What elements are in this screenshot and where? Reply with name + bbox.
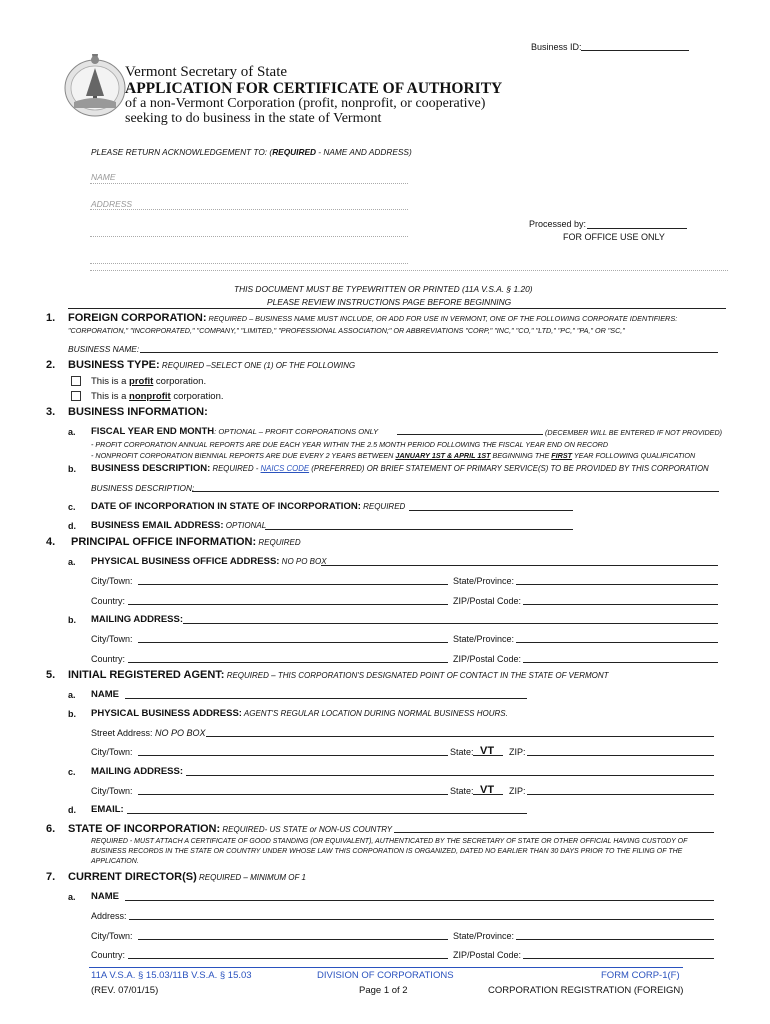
agent-name-label: NAME — [91, 689, 119, 700]
agent-zip-label: ZIP: — [509, 747, 526, 757]
incorporation-date-label: DATE OF INCORPORATION IN STATE OF INCORPORATION: REQUIRED — [91, 501, 406, 512]
footer-division: DIVISION OF CORPORATIONS — [317, 970, 454, 981]
agent-mailing-field[interactable] — [186, 775, 714, 776]
director-country-field[interactable] — [128, 958, 448, 959]
agent-email-field[interactable] — [127, 813, 527, 814]
return-name-field[interactable] — [90, 183, 408, 184]
office-city-label: City/Town: — [91, 576, 133, 586]
business-email-field[interactable] — [265, 529, 573, 530]
footer-page-number: Page 1 of 2 — [359, 985, 408, 996]
office-country-field[interactable] — [128, 604, 448, 605]
office-state-field[interactable] — [516, 584, 718, 585]
agent-state-label: State: — [450, 747, 474, 757]
section-2-heading: BUSINESS TYPE: REQUIRED –SELECT ONE (1) OF THE FOLLOWING — [68, 359, 356, 371]
office-zip-label: ZIP/Postal Code: — [453, 596, 522, 606]
item-4a-letter: a. — [68, 557, 76, 567]
mailing-country-label: Country: — [91, 654, 126, 664]
agent-mail-city-field[interactable] — [138, 794, 448, 795]
incorporation-date-field[interactable] — [409, 510, 573, 511]
director-state-label: State/Province: — [453, 931, 515, 941]
nonprofit-option-label: This is a nonprofit corporation. — [91, 391, 224, 402]
agent-zip-field[interactable] — [527, 755, 714, 756]
section-1-heading: FOREIGN CORPORATION: REQUIRED – BUSINESS NAME MUST INCLUDE, OR ADD FOR USE IN VERMONT, ONE OF THE FOLLOWING CORPORATE IDENTIFIERS: — [68, 312, 678, 324]
agent-mail-zip-field[interactable] — [527, 794, 714, 795]
item-3d-letter: d. — [68, 521, 76, 531]
section-7-number: 7. — [46, 871, 56, 883]
form-subtitle-1: of a non-Vermont Corporation (profit, nonprofit, or cooperative) — [125, 96, 486, 111]
good-standing-note-3: APPLICATION. — [91, 858, 139, 865]
processed-by-label: Processed by: — [529, 219, 587, 229]
mailing-country-field[interactable] — [128, 662, 448, 663]
business-id-field[interactable] — [581, 50, 689, 51]
director-city-field[interactable] — [138, 939, 448, 940]
business-name-label: BUSINESS NAME: — [68, 344, 140, 354]
physical-office-label: PHYSICAL BUSINESS OFFICE ADDRESS: NO PO BOX — [91, 556, 327, 567]
agent-street-label: Street Address: NO PO BOX — [91, 728, 206, 738]
item-3a-letter: a. — [68, 427, 76, 437]
nonprofit-checkbox[interactable] — [71, 391, 81, 401]
footer-divider — [89, 967, 683, 968]
physical-office-field[interactable] — [321, 565, 718, 566]
director-state-field[interactable] — [516, 939, 714, 940]
section-4-number: 4. — [46, 536, 56, 548]
footer-revision: (REV. 07/01/15) — [91, 985, 159, 996]
typewritten-notice: THIS DOCUMENT MUST BE TYPEWRITTEN OR PRINTED (11A V.S.A. § 1.20) — [234, 284, 533, 294]
agent-mailing-label: MAILING ADDRESS: — [91, 766, 184, 777]
mailing-state-field[interactable] — [516, 642, 718, 643]
office-city-field[interactable] — [138, 584, 448, 585]
item-5d-letter: d. — [68, 805, 76, 815]
agent-street-field[interactable] — [206, 736, 714, 737]
director-name-label: NAME — [91, 891, 119, 902]
naics-code-link[interactable]: NAICS CODE — [260, 464, 310, 473]
review-instructions-notice: PLEASE REVIEW INSTRUCTIONS PAGE BEFORE BEGINNING — [267, 297, 512, 307]
footer-statute: 11A V.S.A. § 15.03/11B V.S.A. § 15.03 — [91, 970, 252, 981]
fiscal-year-field[interactable] — [397, 434, 543, 435]
office-name: Vermont Secretary of State — [125, 64, 288, 80]
director-address-label: Address: — [91, 911, 127, 921]
agent-mail-state-field — [473, 794, 503, 795]
processed-by-field — [587, 228, 687, 229]
business-id-label: Business ID: — [531, 42, 582, 52]
item-4b-letter: b. — [68, 615, 76, 625]
biennial-report-note: - NONPROFIT CORPORATION BIENNIAL REPORTS ARE DUE EVERY 2 YEARS BETWEEN JANUARY 1ST & APRIL 1ST BEGINNING THE FIRST YEAR FOLLOWING QUALIFICATION — [91, 451, 696, 460]
section-7-heading: CURRENT DIRECTOR(S) REQUIRED – MINIMUM OF 1 — [68, 871, 306, 883]
good-standing-note-2: BUSINESS RECORDS IN THE STATE OR COUNTRY UNDER WHOSE LAW THIS CORPORATION IS ORGANIZED, DATED NO EARLIER THAN 30 DAYS PRIOR TO THE FILING OF THE — [91, 848, 683, 855]
section-5-heading: INITIAL REGISTERED AGENT: REQUIRED – THIS CORPORATION'S DESIGNATED POINT OF CONTACT IN THE STATE OF VERMONT — [68, 669, 609, 681]
fiscal-year-default-note: (DECEMBER WILL BE ENTERED IF NOT PROVIDED) — [545, 428, 723, 437]
state-of-incorporation-field[interactable] — [394, 832, 714, 833]
section-4-heading: PRINCIPAL OFFICE INFORMATION: REQUIRED — [71, 536, 301, 548]
vermont-seal-icon — [62, 50, 128, 120]
item-7a-letter: a. — [68, 892, 76, 902]
office-country-label: Country: — [91, 596, 126, 606]
form-subtitle-2: seeking to do business in the state of Vermont — [125, 111, 382, 126]
section-3-heading: BUSINESS INFORMATION: — [68, 406, 208, 418]
fiscal-year-label: FISCAL YEAR END MONTH: OPTIONAL – PROFIT CORPORATIONS ONLY — [91, 426, 379, 437]
item-3b-letter: b. — [68, 464, 76, 474]
notice-divider — [68, 308, 726, 309]
form-title: APPLICATION FOR CERTIFICATE OF AUTHORITY — [125, 80, 503, 97]
agent-state-value: VT — [480, 745, 495, 757]
business-description-field[interactable] — [192, 491, 719, 492]
item-5c-letter: c. — [68, 767, 76, 777]
office-state-label: State/Province: — [453, 576, 515, 586]
director-country-label: Country: — [91, 950, 126, 960]
office-mailing-label: MAILING ADDRESS: — [91, 614, 184, 625]
mailing-state-label: State/Province: — [453, 634, 515, 644]
agent-physical-label: PHYSICAL BUSINESS ADDRESS: AGENT'S REGULAR LOCATION DURING NORMAL BUSINESS HOURS. — [91, 708, 508, 719]
return-address-line-3[interactable] — [90, 263, 408, 264]
office-zip-field[interactable] — [523, 604, 718, 605]
director-name-field[interactable] — [125, 900, 714, 901]
director-address-field[interactable] — [129, 919, 714, 920]
office-use-label: FOR OFFICE USE ONLY — [563, 232, 665, 242]
agent-mail-state-value: VT — [480, 784, 495, 796]
business-name-field[interactable] — [140, 352, 718, 353]
agent-state-field — [473, 755, 503, 756]
business-description-heading: BUSINESS DESCRIPTION: REQUIRED - NAICS CODE (PREFERRED) OR BRIEF STATEMENT OF PRIMARY SERVICE(S) TO BE PROVIDED BY THIS CORPORATION — [91, 463, 709, 474]
return-instructions: PLEASE RETURN ACKNOWLEDGEMENT TO: (REQUIRED - NAME AND ADDRESS) — [91, 147, 412, 157]
item-3c-letter: c. — [68, 502, 76, 512]
director-city-label: City/Town: — [91, 931, 133, 941]
good-standing-note-1: REQUIRED - MUST ATTACH A CERTIFICATE OF GOOD STANDING (OR EQUIVALENT), AUTHENTICATED BY THE SECRETARY OF STATE OR OTHER OFFICIAL HAVING CUSTODY OF — [91, 838, 688, 845]
agent-mail-city-label: City/Town: — [91, 786, 133, 796]
annual-report-note: - PROFIT CORPORATION ANNUAL REPORTS ARE DUE EACH YEAR WITHIN THE 2.5 MONTH PERIOD FOLLOWING THE FISCAL YEAR END ON RECORD — [91, 440, 609, 449]
agent-email-label: EMAIL: — [91, 804, 124, 815]
item-5b-letter: b. — [68, 709, 76, 719]
return-block-divider — [90, 270, 728, 271]
section-6-heading: STATE OF INCORPORATION: REQUIRED- US STATE or NON-US COUNTRY — [68, 823, 393, 835]
agent-city-field[interactable] — [138, 755, 448, 756]
office-mailing-field[interactable] — [183, 623, 718, 624]
return-address-placeholder: ADDRESS — [91, 199, 133, 209]
mailing-zip-field[interactable] — [523, 662, 718, 663]
section-5-number: 5. — [46, 669, 56, 681]
agent-city-label: City/Town: — [91, 747, 133, 757]
business-description-label: BUSINESS DESCRIPTION: — [91, 483, 195, 493]
profit-option-label: This is a profit corporation. — [91, 376, 207, 387]
item-5a-letter: a. — [68, 690, 76, 700]
director-zip-label: ZIP/Postal Code: — [453, 950, 522, 960]
mailing-city-label: City/Town: — [91, 634, 133, 644]
mailing-city-field[interactable] — [138, 642, 448, 643]
footer-form-number: FORM CORP-1(F) — [601, 970, 680, 981]
footer-registration-type: CORPORATION REGISTRATION (FOREIGN) — [488, 985, 684, 996]
agent-mail-state-label: State: — [450, 786, 474, 796]
business-email-label: BUSINESS EMAIL ADDRESS: OPTIONAL — [91, 520, 267, 531]
return-address-field[interactable] — [90, 209, 408, 210]
section-1-identifiers: "CORPORATION," "INCORPORATED," "COMPANY," "LIMITED," "PROFESSIONAL ASSOCIATION;" OR ABBREVIATIONS "CORP," "INC," "CO," "LTD," "PC," "PA," OR "SC," — [68, 326, 625, 335]
agent-name-field[interactable] — [125, 698, 527, 699]
section-2-number: 2. — [46, 359, 56, 371]
return-name-placeholder: NAME — [91, 172, 116, 182]
mailing-zip-label: ZIP/Postal Code: — [453, 654, 522, 664]
profit-checkbox[interactable] — [71, 376, 81, 386]
section-6-number: 6. — [46, 823, 56, 835]
return-address-line-2[interactable] — [90, 236, 408, 237]
section-3-number: 3. — [46, 406, 56, 418]
agent-mail-zip-label: ZIP: — [509, 786, 526, 796]
section-1-number: 1. — [46, 312, 56, 324]
director-zip-field[interactable] — [523, 958, 714, 959]
